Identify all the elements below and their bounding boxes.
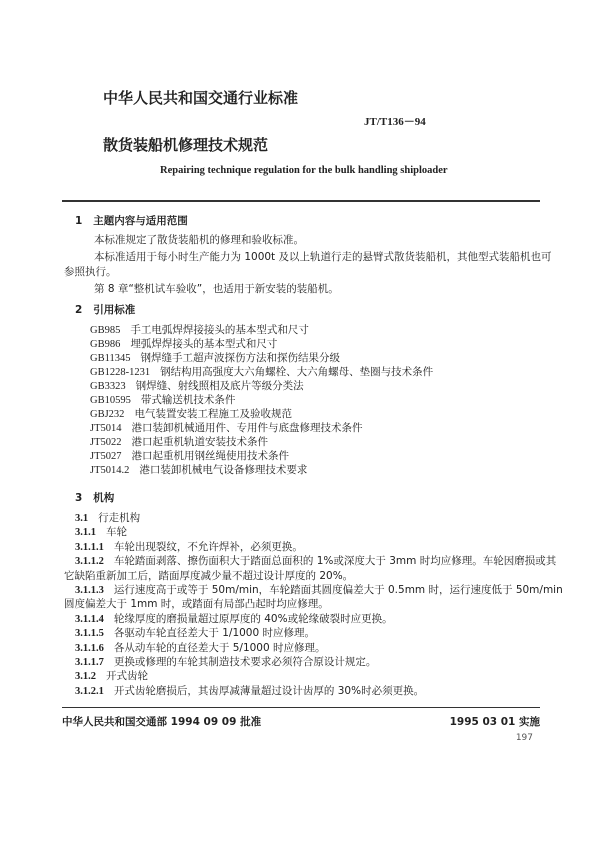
page-number: 197 (515, 733, 533, 743)
reference-title: 钢焊缝手工超声波探伤方法和探伤结果分级 (140, 352, 340, 364)
clause-text: 各从动车轮的直径差大于 5/1000 时应修理。 (113, 641, 326, 654)
section-1-heading (75, 215, 188, 227)
reference-item (90, 324, 309, 337)
clause (75, 670, 148, 683)
reference-title: 钢结构用高强度大六角螺栓、大六角螺母、垫圈与技术条件 (160, 366, 434, 378)
reference-title: 带式输送机技术条件 (140, 394, 236, 406)
clause-text: 更换或修理的车轮其制造技术要求必须符合原设计规定。 (113, 656, 377, 668)
reference-title: 电气装置安装工程施工及验收规范 (134, 408, 292, 420)
section-title: 机构 (93, 492, 115, 504)
reference-item (90, 422, 363, 435)
reference-code: GB11345 (90, 353, 131, 364)
effective-date: 1995 03 01 实施 (449, 716, 540, 728)
reference-item (90, 338, 277, 351)
reference-title: 港口装卸机械通用件、专用件与底盘修理技术条件 (131, 422, 363, 434)
paragraph: 第 8 章“整机试车验收”，也适用于新安装的装船机。 (94, 283, 339, 295)
clause-number: 3.1.1.4 (75, 613, 104, 625)
clause (75, 584, 563, 597)
reference-item (90, 380, 304, 393)
clause (75, 613, 393, 626)
section-title: 主题内容与适用范围 (93, 215, 188, 227)
document-title-en: Repairing technique regulation for the bulk handling shiploader (160, 165, 448, 176)
clause (75, 627, 315, 640)
section-number: 2 (75, 304, 83, 316)
reference-item (90, 408, 292, 421)
reference-title: 港口装卸机械电气设备修理技术要求 (139, 464, 308, 476)
reference-code: GBJ232 (90, 409, 125, 420)
paragraph-continued: 参照执行。 (64, 266, 117, 278)
reference-code: JT5014 (90, 423, 122, 434)
document-title-cn: 散货装船机修理技术规范 (103, 136, 269, 154)
reference-code: GB1228-1231 (90, 367, 151, 378)
clause-text: 行走机构 (98, 512, 141, 524)
clause (75, 656, 376, 669)
paragraph: 本标准规定了散货装船机的修理和验收标准。 (94, 234, 304, 246)
clause (75, 541, 303, 554)
clause-continued: 圆度偏差大于 1mm 时，或踏面有局部凸起时均应修理。 (64, 598, 329, 611)
clause-number: 3.1.1 (75, 527, 96, 539)
section-2-heading (75, 304, 135, 316)
reference-item (90, 450, 289, 463)
reference-item (90, 366, 433, 379)
reference-title: 埋弧焊焊接头的基本型式和尺寸 (130, 338, 278, 350)
approval-date: 中华人民共和国交通部 1994 09 09 批准 (62, 716, 262, 728)
reference-item (90, 436, 268, 449)
clause-text: 运行速度高于或等于 50m/min，车轮踏面其圆度偏差大于 0.5mm 时，运行速度低于 50m/min (113, 584, 563, 596)
reference-code: JT5014.2 (90, 465, 130, 476)
clause-number: 3.1.1.1 (75, 541, 104, 553)
section-number: 3 (75, 492, 83, 504)
clause (75, 555, 556, 568)
reference-code: GB986 (90, 339, 121, 350)
header-rule (62, 200, 540, 202)
clause (75, 642, 326, 655)
clause-text: 车轮出现裂纹，不允许焊补，必须更换。 (113, 540, 303, 553)
section-3-heading (75, 492, 114, 504)
reference-title: 港口起重机用钢丝绳使用技术条件 (131, 450, 290, 462)
reference-item (90, 394, 235, 407)
clause-number: 3.1.1.6 (75, 642, 104, 654)
clause-number: 3.1.1.2 (75, 556, 104, 568)
clause (75, 685, 424, 698)
clause-text: 车轮 (106, 526, 128, 539)
clause-number: 3.1.1.7 (75, 657, 104, 668)
org-title: 中华人民共和国交通行业标准 (103, 89, 299, 107)
reference-code: JT5022 (90, 437, 122, 448)
clause-number: 3.1.2.1 (75, 685, 104, 697)
reference-code: GB985 (90, 325, 121, 336)
clause-text: 开式齿轮 (106, 670, 149, 683)
reference-code: GB3323 (90, 381, 126, 392)
clause-text: 轮缘厚度的磨损量超过原厚度的 40%或轮缘破裂时应更换。 (113, 612, 393, 625)
section-title: 引用标准 (93, 304, 136, 316)
clause-number: 3.1.2 (75, 671, 96, 683)
footer-rule (62, 707, 540, 708)
clause-number: 3.1.1.5 (75, 628, 104, 640)
clause (75, 526, 127, 539)
reference-item (90, 352, 340, 365)
reference-item (90, 464, 307, 477)
reference-code: JT5027 (90, 451, 122, 462)
clause-text: 开式齿轮磨损后，其齿厚减薄量超过设计齿厚的 30%时必须更换。 (113, 684, 425, 697)
clause-number: 3.1 (75, 513, 89, 524)
reference-title: 钢焊缝、射线照相及底片等级分类法 (135, 380, 304, 392)
clause-continued: 它缺陷重新加工后，踏面厚度减少量不超过设计厚度的 20%。 (64, 569, 354, 582)
reference-title: 港口起重机轨道安装技术条件 (131, 436, 269, 448)
clause-text: 各驱动车轮直径差大于 1/1000 时应修理。 (113, 627, 316, 640)
clause-number: 3.1.1.3 (75, 585, 104, 596)
paragraph: 本标准适用于每小时生产能力为 1000t 及以上轨道行走的悬臂式散货装船机，其他型式装船机也可 (94, 251, 552, 263)
standard-code: JT/T136－94 (364, 116, 426, 128)
section-number: 1 (75, 215, 83, 227)
clause (75, 512, 140, 525)
clause-text: 车轮踏面剥落、擦伤面积大于踏面总面积的 1%或深度大于 3mm 时均应修理。车轮因磨损或其 (113, 555, 557, 568)
reference-code: GB10595 (90, 395, 131, 406)
reference-title: 手工电弧焊焊接接头的基本型式和尺寸 (130, 324, 309, 336)
